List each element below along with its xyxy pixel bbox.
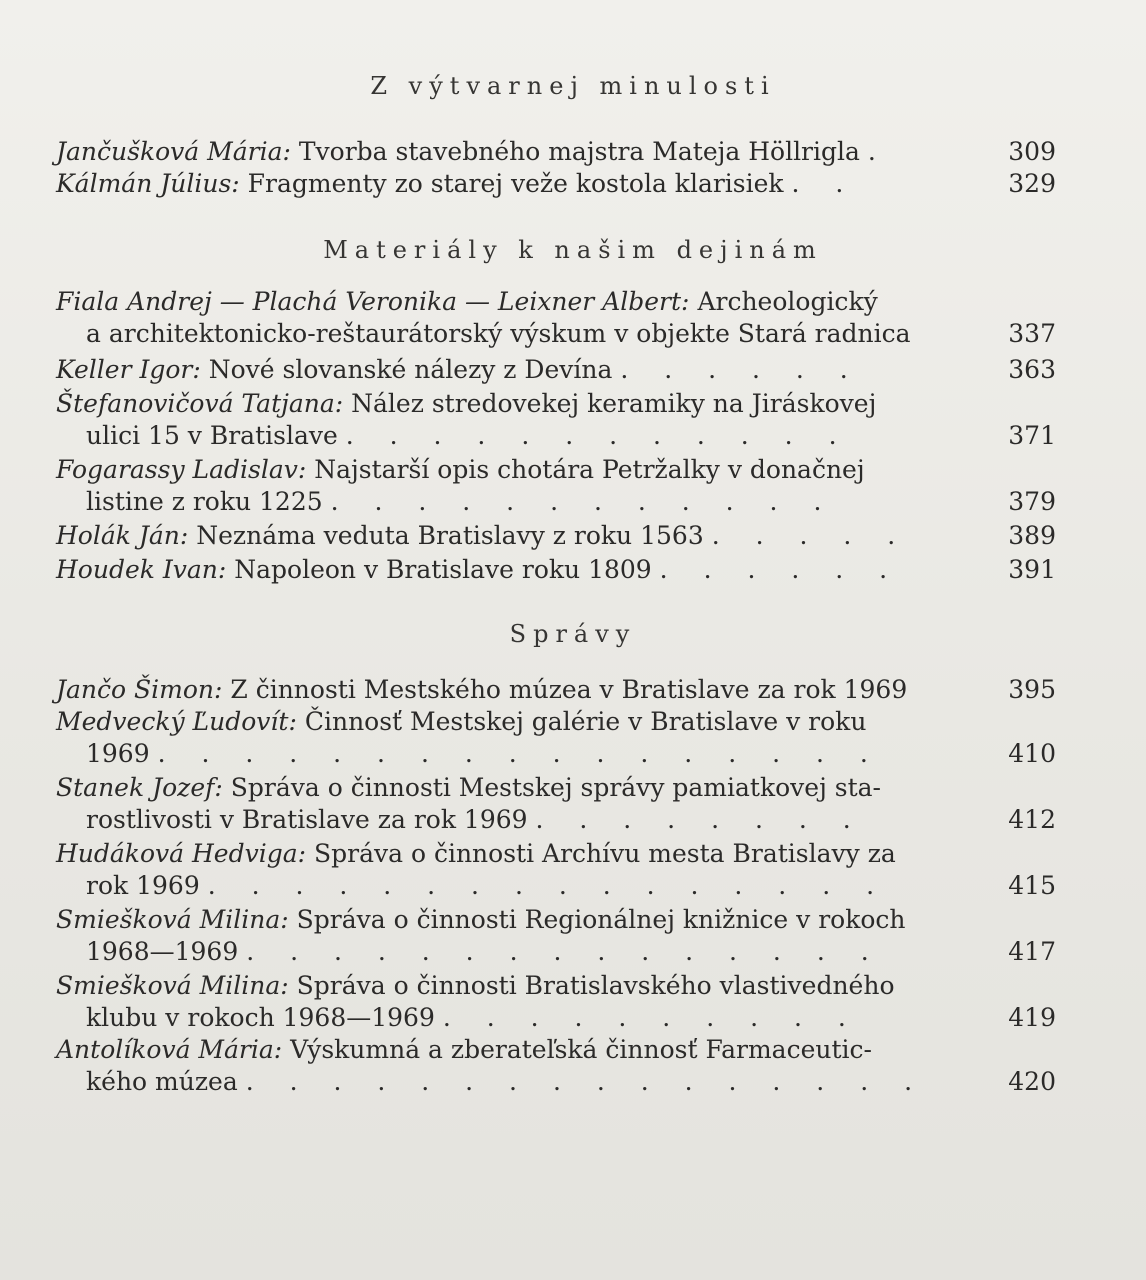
toc-entry-line: [56, 804, 1056, 836]
entry-page-number: 371: [1008, 421, 1056, 450]
entry-author: Antolíková Mária:: [56, 1035, 283, 1064]
toc-entry-line: [56, 286, 1056, 318]
entry-page-number: 309: [1008, 137, 1056, 166]
leader-dots: . . . . . . . . . . . . . . .: [246, 937, 883, 966]
entry-title: Nové slovanské nálezy z Devína: [208, 355, 613, 384]
toc-entry: [56, 554, 1056, 586]
entry-page-number: 379: [1008, 487, 1056, 516]
toc-entry-line: [56, 674, 1056, 706]
toc-entry: [56, 970, 1056, 1034]
toc-entry-line: [56, 772, 1056, 804]
toc-entry-line: [56, 318, 1056, 350]
entry-page-number: 395: [1008, 675, 1056, 704]
entry-page-number: 391: [1008, 555, 1056, 584]
entry-title: Neznáma veduta Bratislavy z roku 1563: [196, 521, 704, 550]
entry-title: Nález stredovekej keramiky na Jiráskovej: [351, 389, 877, 418]
toc-entry-line: [56, 936, 1056, 968]
toc-entry-line: [56, 388, 1056, 420]
toc-entry: [56, 520, 1056, 552]
toc-entry-line: [56, 520, 1056, 552]
entry-author: Stanek Jozef:: [56, 773, 223, 802]
entry-author: Jančušková Mária:: [56, 137, 291, 166]
leader-dots: . . . . . . . . . . . .: [345, 421, 851, 450]
toc-entry: [56, 1034, 1056, 1098]
entry-title: listine z roku 1225: [86, 487, 323, 516]
entry-author: Keller Igor:: [56, 355, 201, 384]
leader-dots: . . . . .: [711, 521, 910, 550]
toc-entry: [56, 772, 1056, 836]
entry-page-number: 420: [1008, 1067, 1056, 1096]
section-heading: Správy: [509, 620, 637, 648]
section-heading: Materiály k našim dejinám: [323, 236, 823, 264]
toc-entry-line: [56, 1002, 1056, 1034]
entry-title: Z činnosti Mestského múzea v Bratislave za rok 1969: [230, 675, 908, 704]
entry-title: Fragmenty zo starej veže kostola klarisiek: [247, 169, 784, 198]
entry-page-number: 412: [1008, 805, 1056, 834]
entry-title: Výskumná a zberateľská činnosť Farmaceutic-: [290, 1035, 872, 1064]
entry-title: rok 1969: [86, 871, 200, 900]
entry-title: Napoleon v Bratislave roku 1809: [234, 555, 652, 584]
section-heading: Z výtvarnej minulosti: [370, 72, 776, 100]
entry-page-number: 410: [1008, 739, 1056, 768]
entry-title: Archeologický: [697, 287, 878, 316]
entry-author: Holák Ján:: [56, 521, 189, 550]
leader-dots: . .: [791, 169, 858, 198]
leader-dots: . . . . . .: [620, 355, 862, 384]
entry-title: Správa o činnosti Archívu mesta Bratislavy za: [314, 839, 896, 868]
toc-entry-line: [56, 870, 1056, 902]
entry-author: Fiala Andrej — Plachá Veronika — Leixner Albert:: [56, 287, 690, 316]
toc-entry: [56, 904, 1056, 968]
entry-author: Kálmán Július:: [56, 169, 240, 198]
leader-dots: . . . . . . . . . . . . . . . . .: [157, 739, 882, 768]
entry-author: Smiešková Milina:: [56, 905, 289, 934]
entry-page-number: 363: [1008, 355, 1056, 384]
entry-page-number: 419: [1008, 1003, 1056, 1032]
toc-entry: [56, 674, 1056, 706]
leader-dots: . . . . . . . . . . . . . . . .: [207, 871, 889, 900]
entry-title: Činnosť Mestskej galérie v Bratislave v roku: [304, 707, 867, 736]
entry-title: rostlivosti v Bratislave za rok 1969: [86, 805, 528, 834]
entry-author: Medvecký Ľudovít:: [56, 707, 297, 736]
entry-author: Hudáková Hedviga:: [56, 839, 307, 868]
toc-entry-line: [56, 454, 1056, 486]
toc-entry: [56, 136, 1056, 168]
leader-dots: . . . . . .: [659, 555, 902, 584]
entry-page-number: 415: [1008, 871, 1056, 900]
toc-entry: [56, 838, 1056, 902]
leader-dots: . . . . . . . . . . . . . . . .: [245, 1067, 927, 1096]
toc-entry-line: [56, 1034, 1056, 1066]
entry-title: 1969: [86, 739, 150, 768]
entry-title: Najstarší opis chotára Petržalky v donačnej: [314, 455, 865, 484]
entry-title: ulici 15 v Bratislave: [86, 421, 338, 450]
toc-entry-line: [56, 168, 1056, 200]
entry-page-number: 417: [1008, 937, 1056, 966]
toc-entry-line: [56, 904, 1056, 936]
entry-page-number: 389: [1008, 521, 1056, 550]
toc-entry-line: [56, 1066, 1056, 1098]
toc-entry: [56, 706, 1056, 770]
toc-entry: [56, 454, 1056, 518]
entry-author: Fogarassy Ladislav:: [56, 455, 307, 484]
toc-entry: [56, 168, 1056, 200]
toc-entry-line: [56, 486, 1056, 518]
toc-entry-line: [56, 136, 1056, 168]
entry-author: Jančo Šimon:: [56, 675, 223, 704]
leader-dots: . . . . . . . . . . . .: [330, 487, 836, 516]
entry-page-number: 329: [1008, 169, 1056, 198]
entry-title: Tvorba stavebného majstra Mateja Höllrigla: [298, 137, 860, 166]
entry-title: 1968—1969: [86, 937, 239, 966]
entry-page-number: 337: [1008, 319, 1056, 348]
toc-entry: [56, 354, 1056, 386]
toc-entry-line: [56, 738, 1056, 770]
toc-entry-line: [56, 838, 1056, 870]
entry-title: Správa o činnosti Bratislavského vlastivedného: [296, 971, 895, 1000]
entry-title: klubu v rokoch 1968—1969: [86, 1003, 435, 1032]
toc-entry: [56, 388, 1056, 452]
entry-title: kého múzea: [86, 1067, 238, 1096]
entry-author: Smiešková Milina:: [56, 971, 289, 1000]
leader-dots: . . . . . . . .: [535, 805, 865, 834]
entry-title: a architektonicko-reštaurátorský výskum v objekte Stará radnica: [86, 319, 911, 348]
leader-dots: . . . . . . . . . .: [442, 1003, 860, 1032]
entry-title: Správa o činnosti Regionálnej knižnice v rokoch: [296, 905, 906, 934]
leader-dots: .: [867, 137, 890, 166]
toc-entry-line: [56, 970, 1056, 1002]
entry-author: Štefanovičová Tatjana:: [56, 389, 344, 418]
toc-entry-line: [56, 706, 1056, 738]
entry-author: Houdek Ivan:: [56, 555, 227, 584]
toc-entry-line: [56, 554, 1056, 586]
entry-title: Správa o činnosti Mestskej správy pamiatkovej sta-: [230, 773, 882, 802]
toc-entry-line: [56, 420, 1056, 452]
toc-entry-line: [56, 354, 1056, 386]
toc-entry: [56, 286, 1056, 350]
